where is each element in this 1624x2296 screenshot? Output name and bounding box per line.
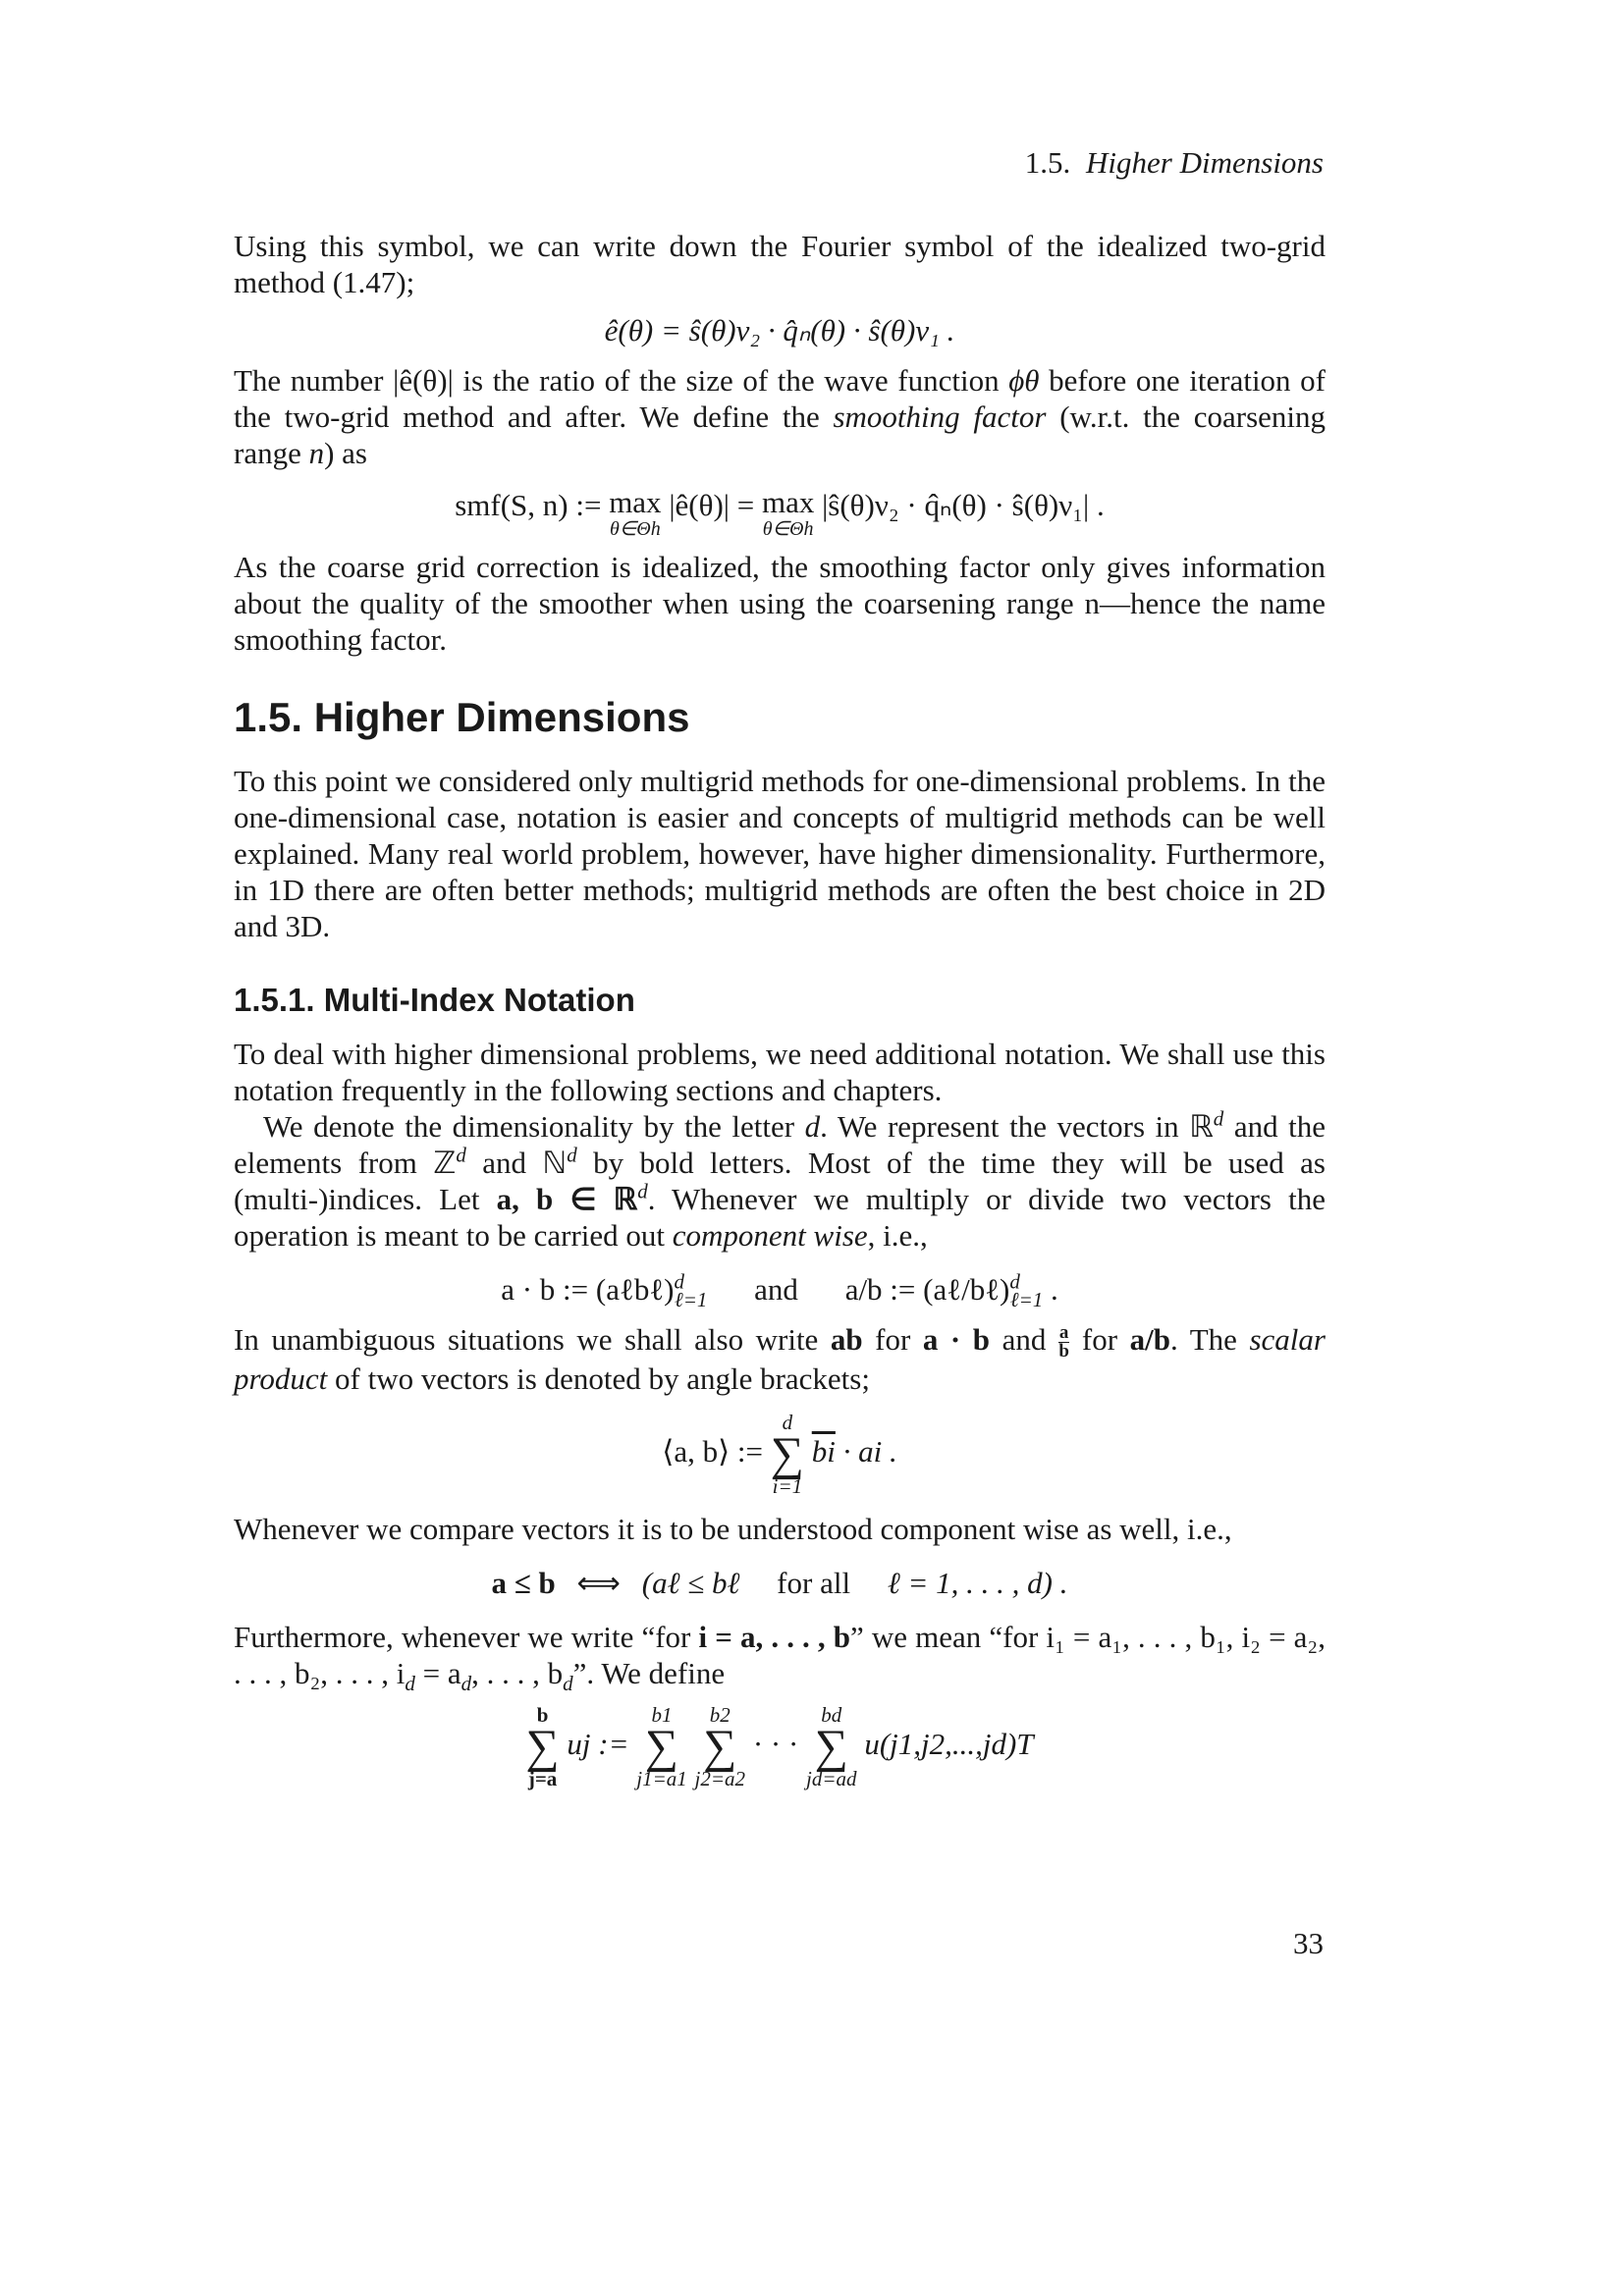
sum-operator: b1 ∑ j1=a1 (636, 1703, 687, 1791)
subsection-paragraph-1: To deal with higher dimensional problems, we need additional notation. We shall use this notation frequently in the following sections and chapters. (234, 1037, 1326, 1107)
fraction-a-over-b: $\frac{a}{b}$ (1058, 1322, 1069, 1362)
sum-operator: b ∑ j=a (525, 1703, 560, 1791)
sum-operator: bd ∑ jd=ad (806, 1703, 857, 1791)
intro-paragraph-2: The number |ê(θ)| is the ratio of the size of the wave function ϕθ before one iteration of the two-grid method and after. We define the smoothing factor (w.r.t. the coarsening range n) as (234, 363, 1326, 470)
max-operator: max θ∈Θh (609, 485, 662, 540)
equation-smoothing-factor: smf(S, n) := max θ∈Θh |ê(θ)| = max θ∈Θh |ŝ(θ)ν₂ · q̂ₙ(θ) · ŝ(θ)ν₁| . (455, 485, 1105, 540)
page-number: 33 (1293, 1926, 1324, 1960)
sum-operator: d ∑ i=1 (770, 1411, 804, 1499)
subsection-paragraph-4: Whenever we compare vectors it is to be understood component wise as well, i.e., (234, 1512, 1232, 1547)
running-head (234, 145, 1324, 181)
section-heading: 1.5. Higher Dimensions (234, 694, 690, 740)
equation-scalar-product: ⟨a, b⟩ := d ∑ i=1 $\overline{bi}$ · ai . (662, 1411, 897, 1499)
section-paragraph-1: To this point we considered only multigrid methods for one-dimensional problems. In the one-dimensional case, notation is easier and concepts of multigrid methods can be well explained. Many real world problem, however, have higher dimensionality. Furthermore, in 1D there are often better methods; multigrid methods are often the best choice in 2D and 3D. (234, 764, 1326, 943)
intro-paragraph-1: Using this symbol, we can write down the Fourier symbol of the idealized two-grid method (1.47); (234, 229, 1326, 299)
term-component-wise: component wise (672, 1218, 868, 1253)
term-scalar-product: scalar product (234, 1322, 1326, 1397)
intro-paragraph-3: As the coarse grid correction is idealized, the smoothing factor only gives information about the quality of the smoother when using the coarsening range n—hence the name smoothing factor. (234, 550, 1326, 657)
equation-multi-sum: b ∑ j=a uj := b1 ∑ j1=a1 b2 ∑ j2=a2 · · · bd ∑ jd=ad u(j1,j2,...,jd)T (525, 1703, 1034, 1791)
max-operator: max θ∈Θh (761, 485, 815, 540)
subsection-heading: 1.5.1. Multi-Index Notation (234, 982, 635, 1018)
running-head-number: 1.5. (1024, 145, 1071, 180)
running-head-title: Higher Dimensions (1086, 145, 1324, 180)
subsection-paragraph-2: We denote the dimensionality by the letter d. We represent the vectors in ℝ$^d$ and the elements from ℤ$^d$ and ℕ$^d$ by bold letters. Most of the time they will be used as (multi-)indices. Let a, b ∈ ℝ$^d$. Whenever we multiply or divide two vectors the operation is meant to be carried out component wise, i.e., (234, 1106, 1326, 1253)
equation-componentwise: a · b := (aℓbℓ)$^d_{\ell=1}$ and a/b := (aℓ/bℓ)$^d_{\ell=1}$ . (501, 1269, 1058, 1312)
equation-vector-comparison: a ≤ b ⟺ (aℓ ≤ bℓ for all ℓ = 1, . . . , d) . (491, 1566, 1068, 1601)
term-smoothing-factor: smoothing factor (833, 400, 1047, 434)
subsection-paragraph-3: In unambiguous situations we shall also write ab for a · b and $\frac{a}{b}$ for a/b. The scalar product of two vectors is denoted by angle brackets; (234, 1322, 1326, 1397)
subsection-paragraph-5: Furthermore, whenever we write “for i = a, . . . , b” we mean “for i₁ = a₁, . . . , b₁, i₂ = a₂, . . . , b₂, . . . , $i_d = a_d$, . . . , $b_d$”. We define (234, 1620, 1326, 1696)
body-content (234, 228, 1326, 1789)
sum-operator: b2 ∑ j2=a2 (694, 1703, 746, 1791)
equation-two-grid-symbol: ê(θ) = ŝ(θ)ν₂ · q̂ₙ(θ) · ŝ(θ)ν₁ . (604, 313, 955, 347)
